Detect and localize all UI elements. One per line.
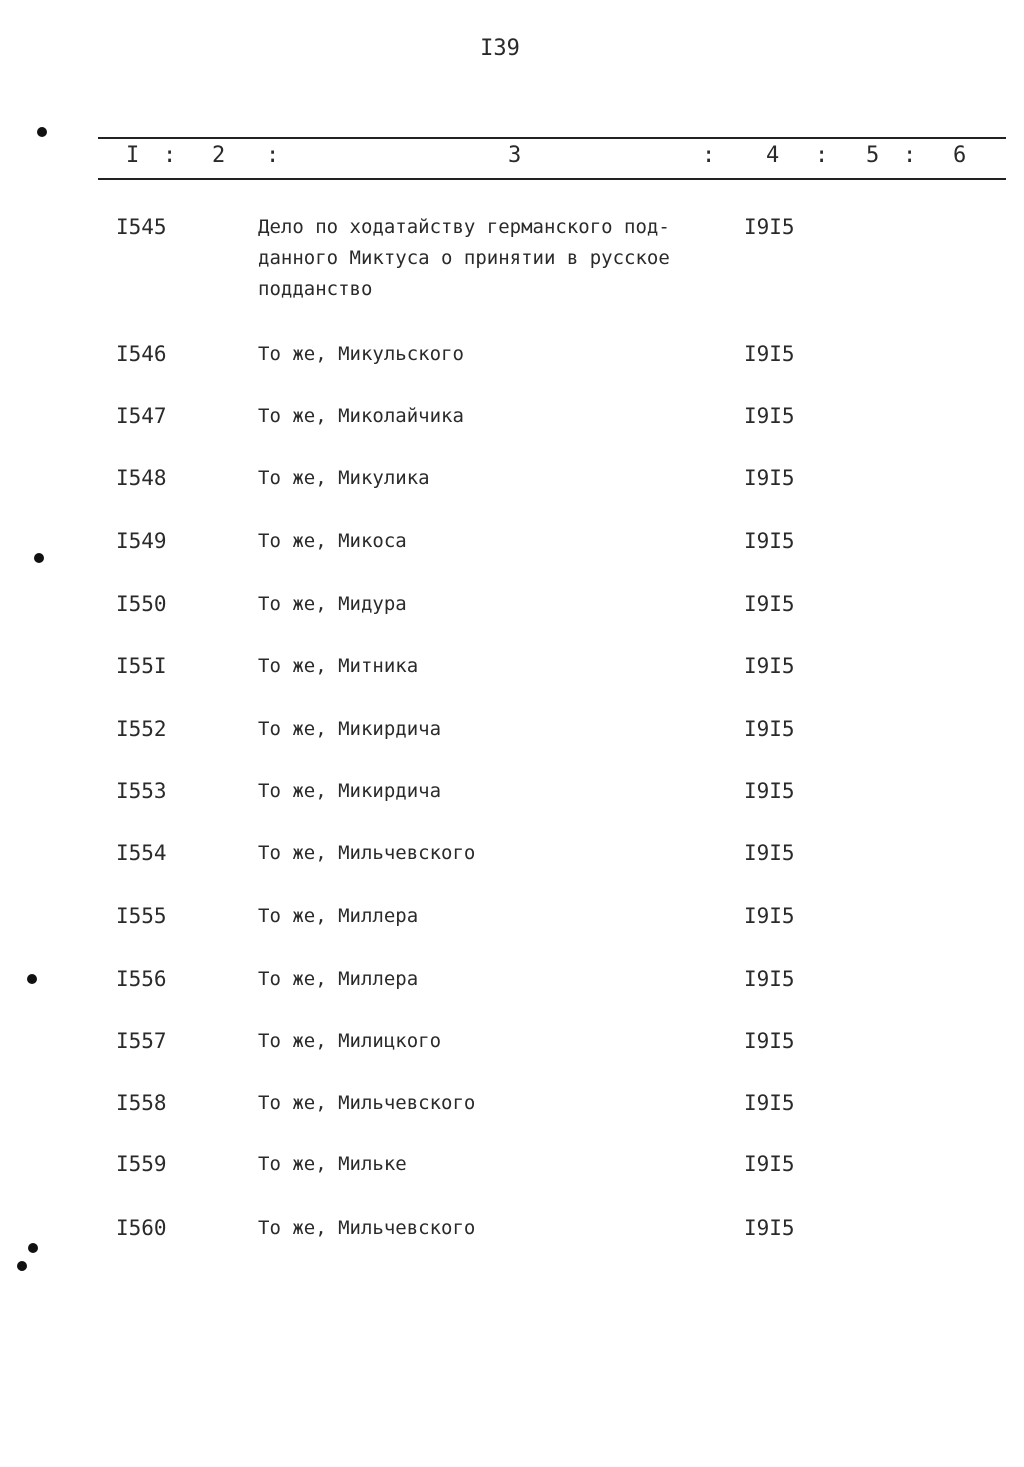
record-year: I9I5 xyxy=(744,215,795,239)
header-col-4: 4 xyxy=(766,143,780,168)
header-separator: : xyxy=(163,143,177,168)
record-description: То же, Микирдича xyxy=(258,718,442,740)
record-number: I552 xyxy=(116,717,167,741)
record-number: I558 xyxy=(116,1091,167,1115)
record-description: То же, Мильчевского xyxy=(258,842,476,864)
record-number: I556 xyxy=(116,967,167,991)
record-year: I9I5 xyxy=(744,1091,795,1115)
record-year: I9I5 xyxy=(744,529,795,553)
record-year: I9I5 xyxy=(744,342,795,366)
record-year: I9I5 xyxy=(744,967,795,991)
record-number: I55I xyxy=(116,654,167,678)
record-description: То же, Микоса xyxy=(258,530,407,552)
record-number: I554 xyxy=(116,841,167,865)
record-number: I559 xyxy=(116,1152,167,1176)
record-description: То же, Миллера xyxy=(258,968,419,990)
record-number: I547 xyxy=(116,404,167,428)
record-year: I9I5 xyxy=(744,466,795,490)
record-number: I557 xyxy=(116,1029,167,1053)
binder-hole-mark xyxy=(27,974,37,984)
header-col-5: 5 xyxy=(866,143,880,168)
record-number: I560 xyxy=(116,1216,167,1240)
record-year: I9I5 xyxy=(744,717,795,741)
header-col-6: 6 xyxy=(953,143,967,168)
page-number: I39 xyxy=(480,36,520,61)
header-separator: : xyxy=(815,143,829,168)
binder-hole-mark xyxy=(34,553,44,563)
header-col-2: 2 xyxy=(212,143,226,168)
binder-hole-mark xyxy=(37,127,47,137)
record-year: I9I5 xyxy=(744,904,795,928)
header-separator: : xyxy=(903,143,917,168)
record-description: То же, Мильчевского xyxy=(258,1092,476,1114)
record-number: I555 xyxy=(116,904,167,928)
record-year: I9I5 xyxy=(744,592,795,616)
record-description: То же, Мильчевского xyxy=(258,1217,476,1239)
record-number: I550 xyxy=(116,592,167,616)
header-separator: : xyxy=(702,143,716,168)
record-year: I9I5 xyxy=(744,1029,795,1053)
table-header-rule xyxy=(98,178,1006,180)
record-number: I545 xyxy=(116,215,167,239)
record-year: I9I5 xyxy=(744,654,795,678)
record-number: I553 xyxy=(116,779,167,803)
record-number: I548 xyxy=(116,466,167,490)
record-description: То же, Микулика xyxy=(258,467,430,489)
record-description: То же, Митника xyxy=(258,655,419,677)
record-year: I9I5 xyxy=(744,779,795,803)
record-description: Дело по ходатайству германского под- данного Миктуса о принятии в русское подданство xyxy=(258,216,670,300)
record-year: I9I5 xyxy=(744,841,795,865)
record-year: I9I5 xyxy=(744,1216,795,1240)
header-col-1: I xyxy=(126,143,140,168)
record-year: I9I5 xyxy=(744,404,795,428)
record-description: То же, Миллера xyxy=(258,905,419,927)
record-description: То же, Мильке xyxy=(258,1153,407,1175)
record-description: То же, Микирдича xyxy=(258,780,442,802)
binder-hole-mark xyxy=(17,1261,27,1271)
record-description: То же, Мидура xyxy=(258,593,407,615)
record-year: I9I5 xyxy=(744,1152,795,1176)
record-number: I549 xyxy=(116,529,167,553)
record-description: То же, Миколайчика xyxy=(258,405,464,427)
table-top-rule xyxy=(98,137,1006,139)
record-description: То же, Милицкого xyxy=(258,1030,442,1052)
binder-hole-mark xyxy=(28,1243,38,1253)
record-number: I546 xyxy=(116,342,167,366)
record-description: То же, Микульского xyxy=(258,343,464,365)
header-separator: : xyxy=(266,143,280,168)
header-col-3: 3 xyxy=(508,143,522,168)
